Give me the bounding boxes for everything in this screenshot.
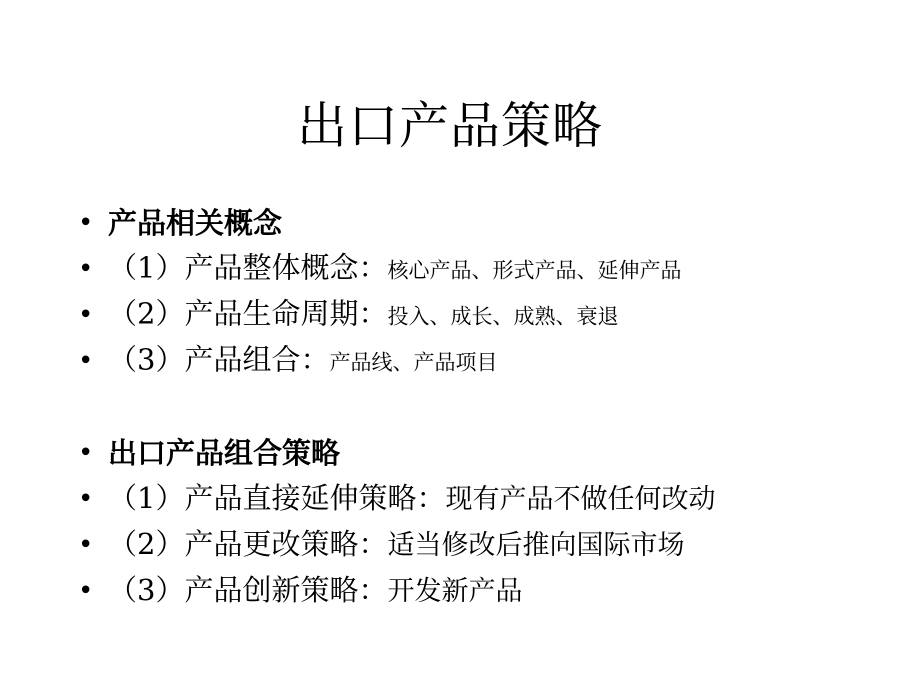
bullet-icon: • <box>78 530 94 560</box>
bullet-icon: • <box>78 300 94 330</box>
list-item-text <box>108 573 522 609</box>
section-heading: 出口产品组合策略 <box>108 436 341 470</box>
item-detail: 开发新产品 <box>387 576 523 607</box>
bullet-icon: • <box>78 484 94 514</box>
list-item <box>78 292 878 338</box>
bullet-list <box>78 200 878 614</box>
list-item-text <box>108 251 681 288</box>
bullet-icon: • <box>78 254 94 284</box>
section-heading: 产品相关概念 <box>108 206 283 240</box>
item-lead: （3）产品创新策略： <box>108 573 388 607</box>
item-lead: （3）产品组合： <box>108 342 330 377</box>
item-lead: （2）产品更改策略： <box>108 527 388 561</box>
list-item <box>78 338 878 384</box>
list-item-text <box>108 527 684 563</box>
spacer <box>78 384 878 430</box>
item-detail: 产品线、产品项目 <box>329 350 498 375</box>
bullet-icon: • <box>78 576 94 606</box>
list-item <box>78 568 878 614</box>
bullet-icon: • <box>78 346 94 376</box>
item-detail: 核心产品、形式产品、延伸产品 <box>387 258 682 283</box>
list-item <box>78 476 878 522</box>
item-detail: 投入、成长、成熟、衰退 <box>387 304 619 329</box>
item-detail: 现有产品不做任何改动 <box>445 484 716 515</box>
list-item <box>78 430 878 476</box>
item-lead: （1）产品直接延伸策略： <box>108 481 446 515</box>
list-item-text <box>108 343 497 380</box>
item-lead: （2）产品生命周期： <box>108 296 388 331</box>
list-item-text <box>108 481 715 517</box>
bullet-icon: • <box>78 438 94 468</box>
slide-title: 出口产品策略 <box>297 97 603 155</box>
list-item-text <box>108 297 618 334</box>
list-item <box>78 246 878 292</box>
list-item <box>78 200 878 246</box>
item-detail: 适当修改后推向国际市场 <box>387 530 685 561</box>
list-item <box>78 522 878 568</box>
bullet-icon: • <box>78 208 94 238</box>
item-lead: （1）产品整体概念： <box>108 250 388 285</box>
